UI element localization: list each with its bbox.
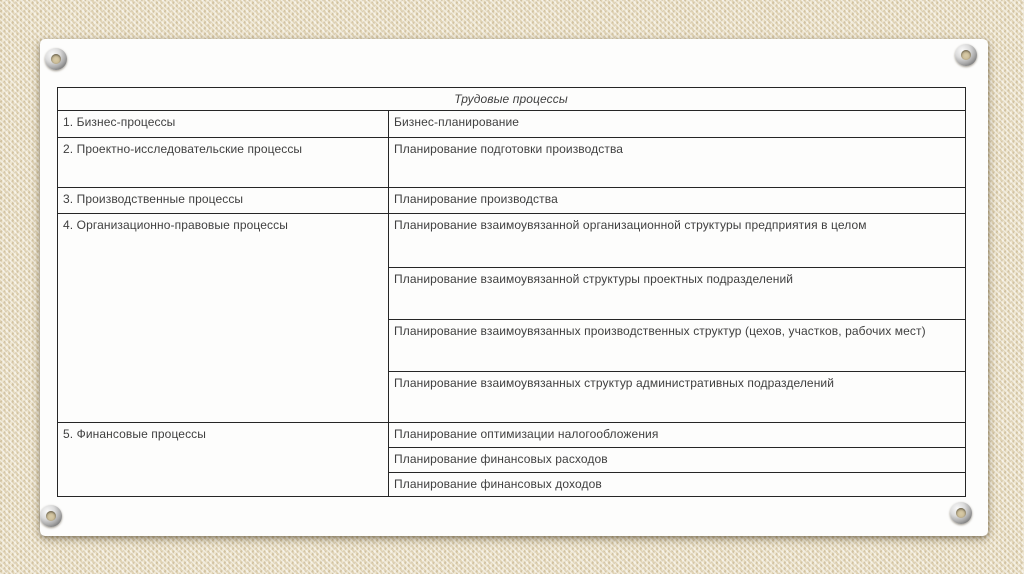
planning-cell-4-3: Планирование взаимоувязанных производственных структур (цехов, участков, рабочих мест): [389, 320, 966, 372]
grommet-icon: [955, 44, 977, 66]
planning-cell-5-3: Планирование финансовых доходов: [389, 473, 966, 497]
planning-cell-4-1: Планирование взаимоувязанной организационной структуры предприятия в целом: [389, 214, 966, 268]
table-row: [58, 138, 966, 188]
planning-cell-2-1: Планирование подготовки производства: [389, 138, 966, 188]
slide-canvas: [40, 39, 988, 536]
table-row: [58, 214, 966, 268]
table-header-row: [58, 88, 966, 111]
labor-processes-table: [57, 87, 966, 497]
table-row: [58, 111, 966, 138]
table-header: Трудовые процессы: [58, 88, 966, 111]
process-cell-4: 4. Организационно-правовые процессы: [58, 214, 389, 423]
grommet-icon: [950, 502, 972, 524]
planning-cell-4-4: Планирование взаимоувязанных структур административных подразделений: [389, 372, 966, 423]
grommet-icon: [45, 48, 67, 70]
table-row: [58, 188, 966, 214]
planning-cell-5-1: Планирование оптимизации налогообложения: [389, 423, 966, 448]
process-cell-3: 3. Производственные процессы: [58, 188, 389, 214]
grommet-icon: [40, 505, 62, 527]
table-row: [58, 423, 966, 448]
process-cell-5: 5. Финансовые процессы: [58, 423, 389, 497]
planning-cell-4-2: Планирование взаимоувязанной структуры проектных подразделений: [389, 268, 966, 320]
process-cell-2: 2. Проектно-исследовательские процессы: [58, 138, 389, 188]
planning-cell-5-2: Планирование финансовых расходов: [389, 448, 966, 473]
planning-cell-1-1: Бизнес-планирование: [389, 111, 966, 138]
planning-cell-3-1: Планирование производства: [389, 188, 966, 214]
process-cell-1: 1. Бизнес-процессы: [58, 111, 389, 138]
